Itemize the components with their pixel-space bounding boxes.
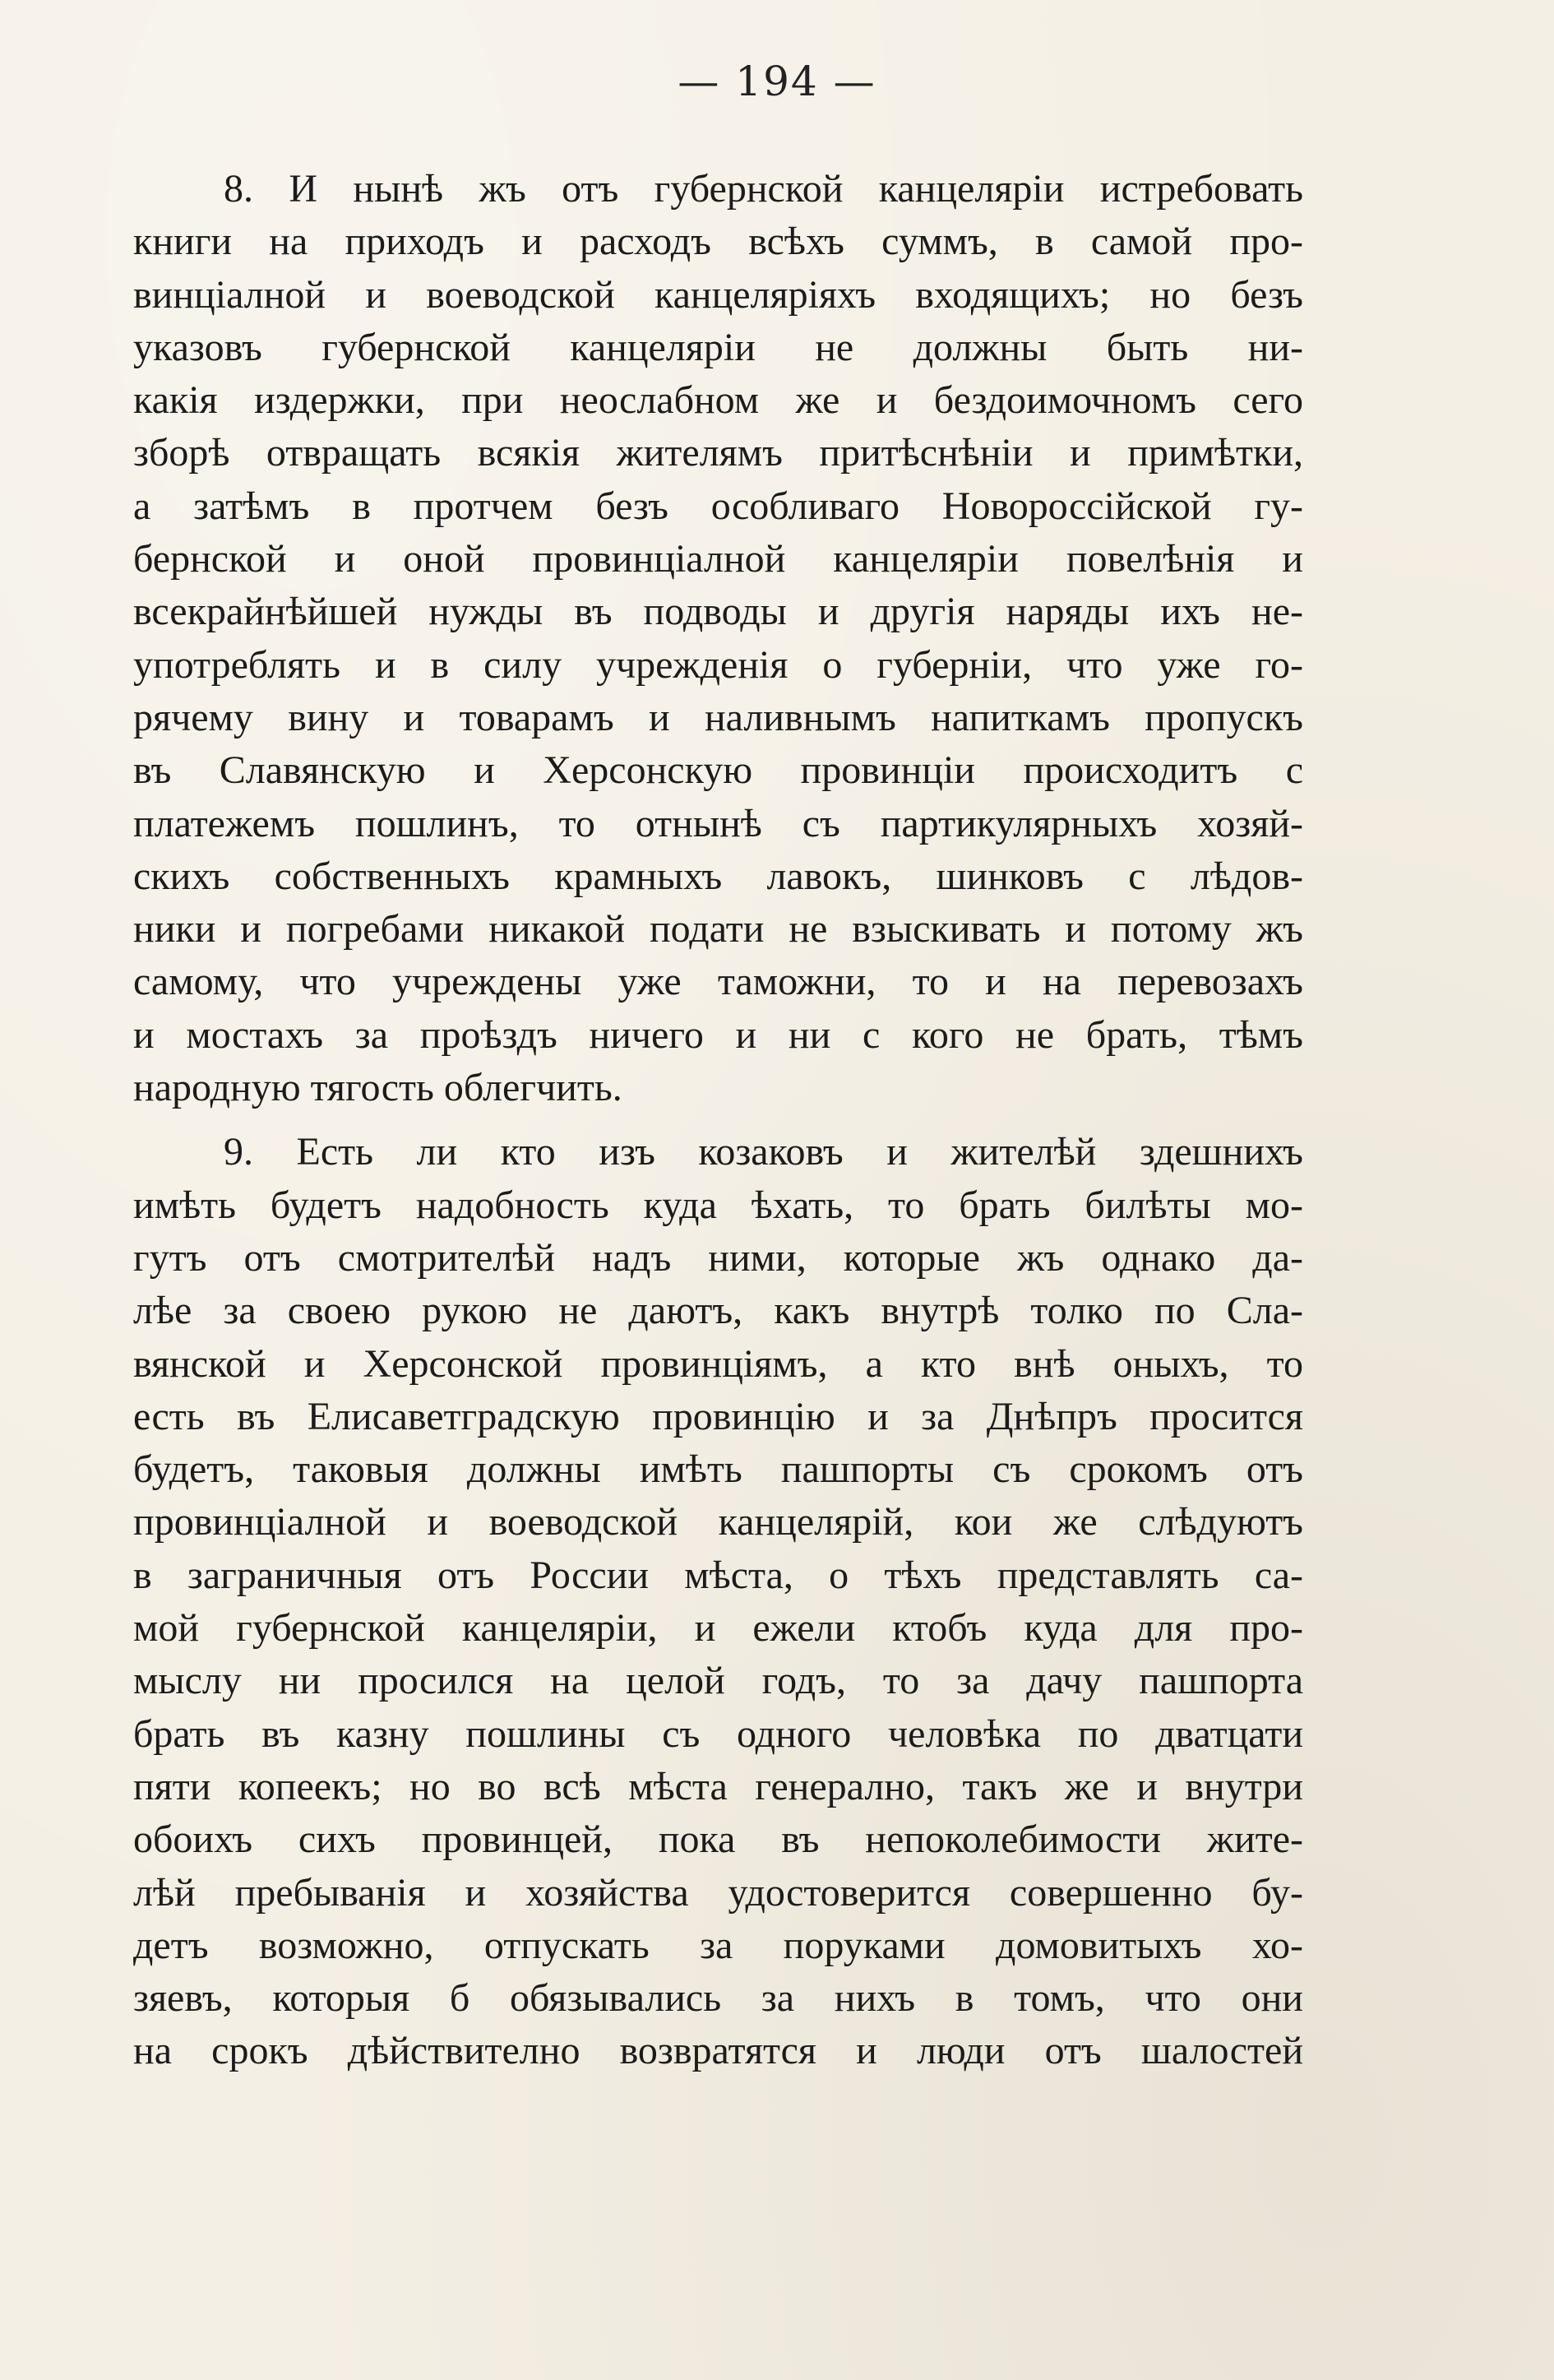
text-line: лѣй пребыванія и хозяйства удостоверится совершенно бу- (133, 1870, 1303, 1915)
text-line: мой губернской канцеляріи, и ежели ктобъ куда для про- (133, 1606, 1303, 1651)
page-number: — 194 — (678, 58, 876, 105)
text-line: обоихъ сихъ провинцей, пока въ непоколебимости жите- (133, 1817, 1303, 1862)
text-line: рячему вину и товарамъ и наливнымъ напиткамъ пропускъ (133, 695, 1303, 739)
text-line: книги на приходъ и расходъ всѣхъ суммъ, в самой про- (133, 220, 1303, 264)
text-line: вянской и Херсонской провинціямъ, а кто внѣ оныхъ, то (133, 1341, 1303, 1386)
text-line: указовъ губернской канцеляріи не должны быть ни- (133, 325, 1303, 369)
paragraph-gap (133, 1114, 1303, 1126)
text-line: бернской и оной провинціалной канцеляріи повелѣнія и (133, 537, 1303, 581)
paragraph-9 (133, 1126, 1303, 2077)
text-line: имѣть будетъ надобность куда ѣхать, то брать билѣты мо- (133, 1183, 1303, 1227)
body-text (133, 163, 1303, 2078)
text-line: 8. И нынѣ жъ отъ губернской канцеляріи истребовать (224, 167, 1303, 211)
text-line: есть въ Елисаветградскую провинцію и за Днѣпръ просится (133, 1394, 1303, 1438)
text-line: народную тягость облегчить. (133, 1066, 622, 1110)
text-line: и мостахъ за проѣздъ ничего и ни с кого не брать, тѣмъ (133, 1012, 1303, 1057)
text-line: мыслу ни просился на целой годъ, то за дачу пашпорта (133, 1659, 1303, 1703)
text-line: гутъ отъ смотрителѣй надъ ними, которые жъ однако да- (133, 1235, 1303, 1280)
text-line: платежемъ пошлинъ, то отнынѣ съ партикулярныхъ хозяй- (133, 801, 1303, 845)
text-line: в заграничныя отъ России мѣста, о тѣхъ представлять са- (133, 1553, 1303, 1597)
text-line: а затѣмъ в протчем безъ особливаго Новороссійской гу- (133, 484, 1303, 528)
text-line: детъ возможно, отпускать за поруками домовитыхъ хо- (133, 1923, 1303, 1967)
text-line: ники и погребами никакой подати не взыскивать и потому жъ (133, 907, 1303, 952)
text-line: зяевъ, которыя б обязывались за нихъ в томъ, что они (133, 1976, 1303, 2021)
text-line: зборѣ отвращать всякія жителямъ притѣснѣніи и примѣтки, (133, 431, 1303, 475)
paragraph-8 (133, 163, 1303, 1114)
text-line: винціалной и воеводской канцеляріяхъ входящихъ; но безъ (133, 272, 1303, 317)
text-line: употреблять и в силу учрежденія о губерніи, что уже го- (133, 642, 1303, 687)
text-line: въ Славянскую и Херсонскую провинціи происходитъ с (133, 748, 1303, 793)
text-line: 9. Есть ли кто изъ козаковъ и жителѣй здешнихъ (224, 1130, 1303, 1174)
text-line: на срокъ дѣйствително возвратятся и люди отъ шалостей (133, 2029, 1303, 2073)
text-line: какія издержки, при неослабном же и бездоимочномъ сего (133, 378, 1303, 423)
text-line: провинціалной и воеводской канцелярій, кои же слѣдуютъ (133, 1500, 1303, 1544)
text-line: пяти копеекъ; но во всѣ мѣста генерално, такъ же и внутри (133, 1764, 1303, 1808)
text-line: самому, что учреждены уже таможни, то и на перевозахъ (133, 960, 1303, 1004)
text-line: лѣе за своею рукою не даютъ, какъ внутрѣ толко по Сла- (133, 1289, 1303, 1333)
text-line: брать въ казну пошлины съ одного человѣка по дватцати (133, 1711, 1303, 1756)
text-line: будетъ, таковыя должны имѣть пашпорты съ срокомъ отъ (133, 1447, 1303, 1492)
text-line: скихъ собственныхъ крамныхъ лавокъ, шинковъ с лѣдов- (133, 854, 1303, 898)
text-line: всекрайнѣйшей нужды въ подводы и другія наряды ихъ не- (133, 590, 1303, 634)
